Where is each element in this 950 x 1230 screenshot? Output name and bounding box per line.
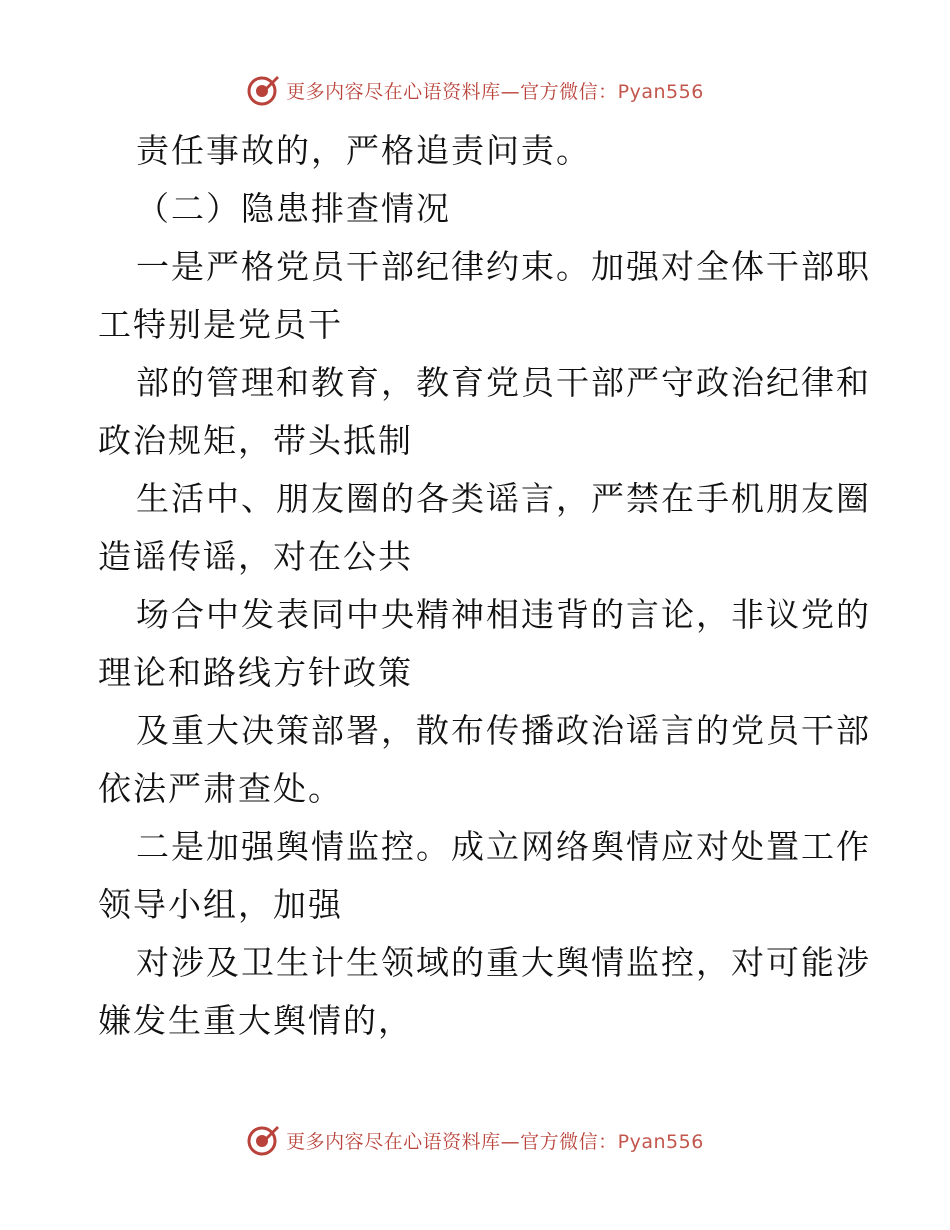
text-line: 场合中发表同中央精神相违背的言论，非议党的 — [136, 595, 871, 634]
document-body — [98, 122, 871, 1050]
text-line: 造谣传谣，对在公共 — [98, 537, 413, 576]
text-line: 生活中、朋友圈的各类谣言，严禁在手机朋友圈 — [136, 479, 871, 518]
text-line: 依法严肃查处。 — [98, 769, 343, 808]
text-line: 对涉及卫生计生领域的重大舆情监控，对可能涉 — [136, 943, 871, 982]
watermark-wechat-id: Pyan556 — [617, 1130, 704, 1153]
text-line: 责任事故的，严格追责问责。 — [136, 131, 591, 170]
watermark-label: 更多内容尽在心语资料库—官方微信： — [286, 1130, 618, 1153]
footer-watermark — [0, 1120, 950, 1160]
section-heading: （二）隐患排查情况 — [136, 189, 451, 228]
text-line: 政治规矩，带头抵制 — [98, 421, 413, 460]
pen-logo-icon — [246, 1123, 280, 1157]
pen-logo-icon — [246, 73, 280, 107]
text-line: 一是严格党员干部纪律约束。加强对全体干部职 — [136, 247, 871, 286]
text-line: 及重大决策部署，散布传播政治谣言的党员干部 — [136, 711, 871, 750]
text-line: 嫌发生重大舆情的， — [98, 1001, 413, 1040]
watermark-wechat-id: Pyan556 — [617, 80, 704, 103]
header-watermark — [0, 70, 950, 110]
text-line: 部的管理和教育，教育党员干部严守政治纪律和 — [136, 363, 871, 402]
watermark-text — [286, 77, 704, 104]
text-line: 领导小组，加强 — [98, 885, 343, 924]
text-line: 二是加强舆情监控。成立网络舆情应对处置工作 — [136, 827, 871, 866]
text-line: 工特别是党员干 — [98, 305, 343, 344]
watermark-label: 更多内容尽在心语资料库—官方微信： — [286, 80, 618, 103]
text-line: 理论和路线方针政策 — [98, 653, 413, 692]
watermark-text — [286, 1127, 704, 1154]
